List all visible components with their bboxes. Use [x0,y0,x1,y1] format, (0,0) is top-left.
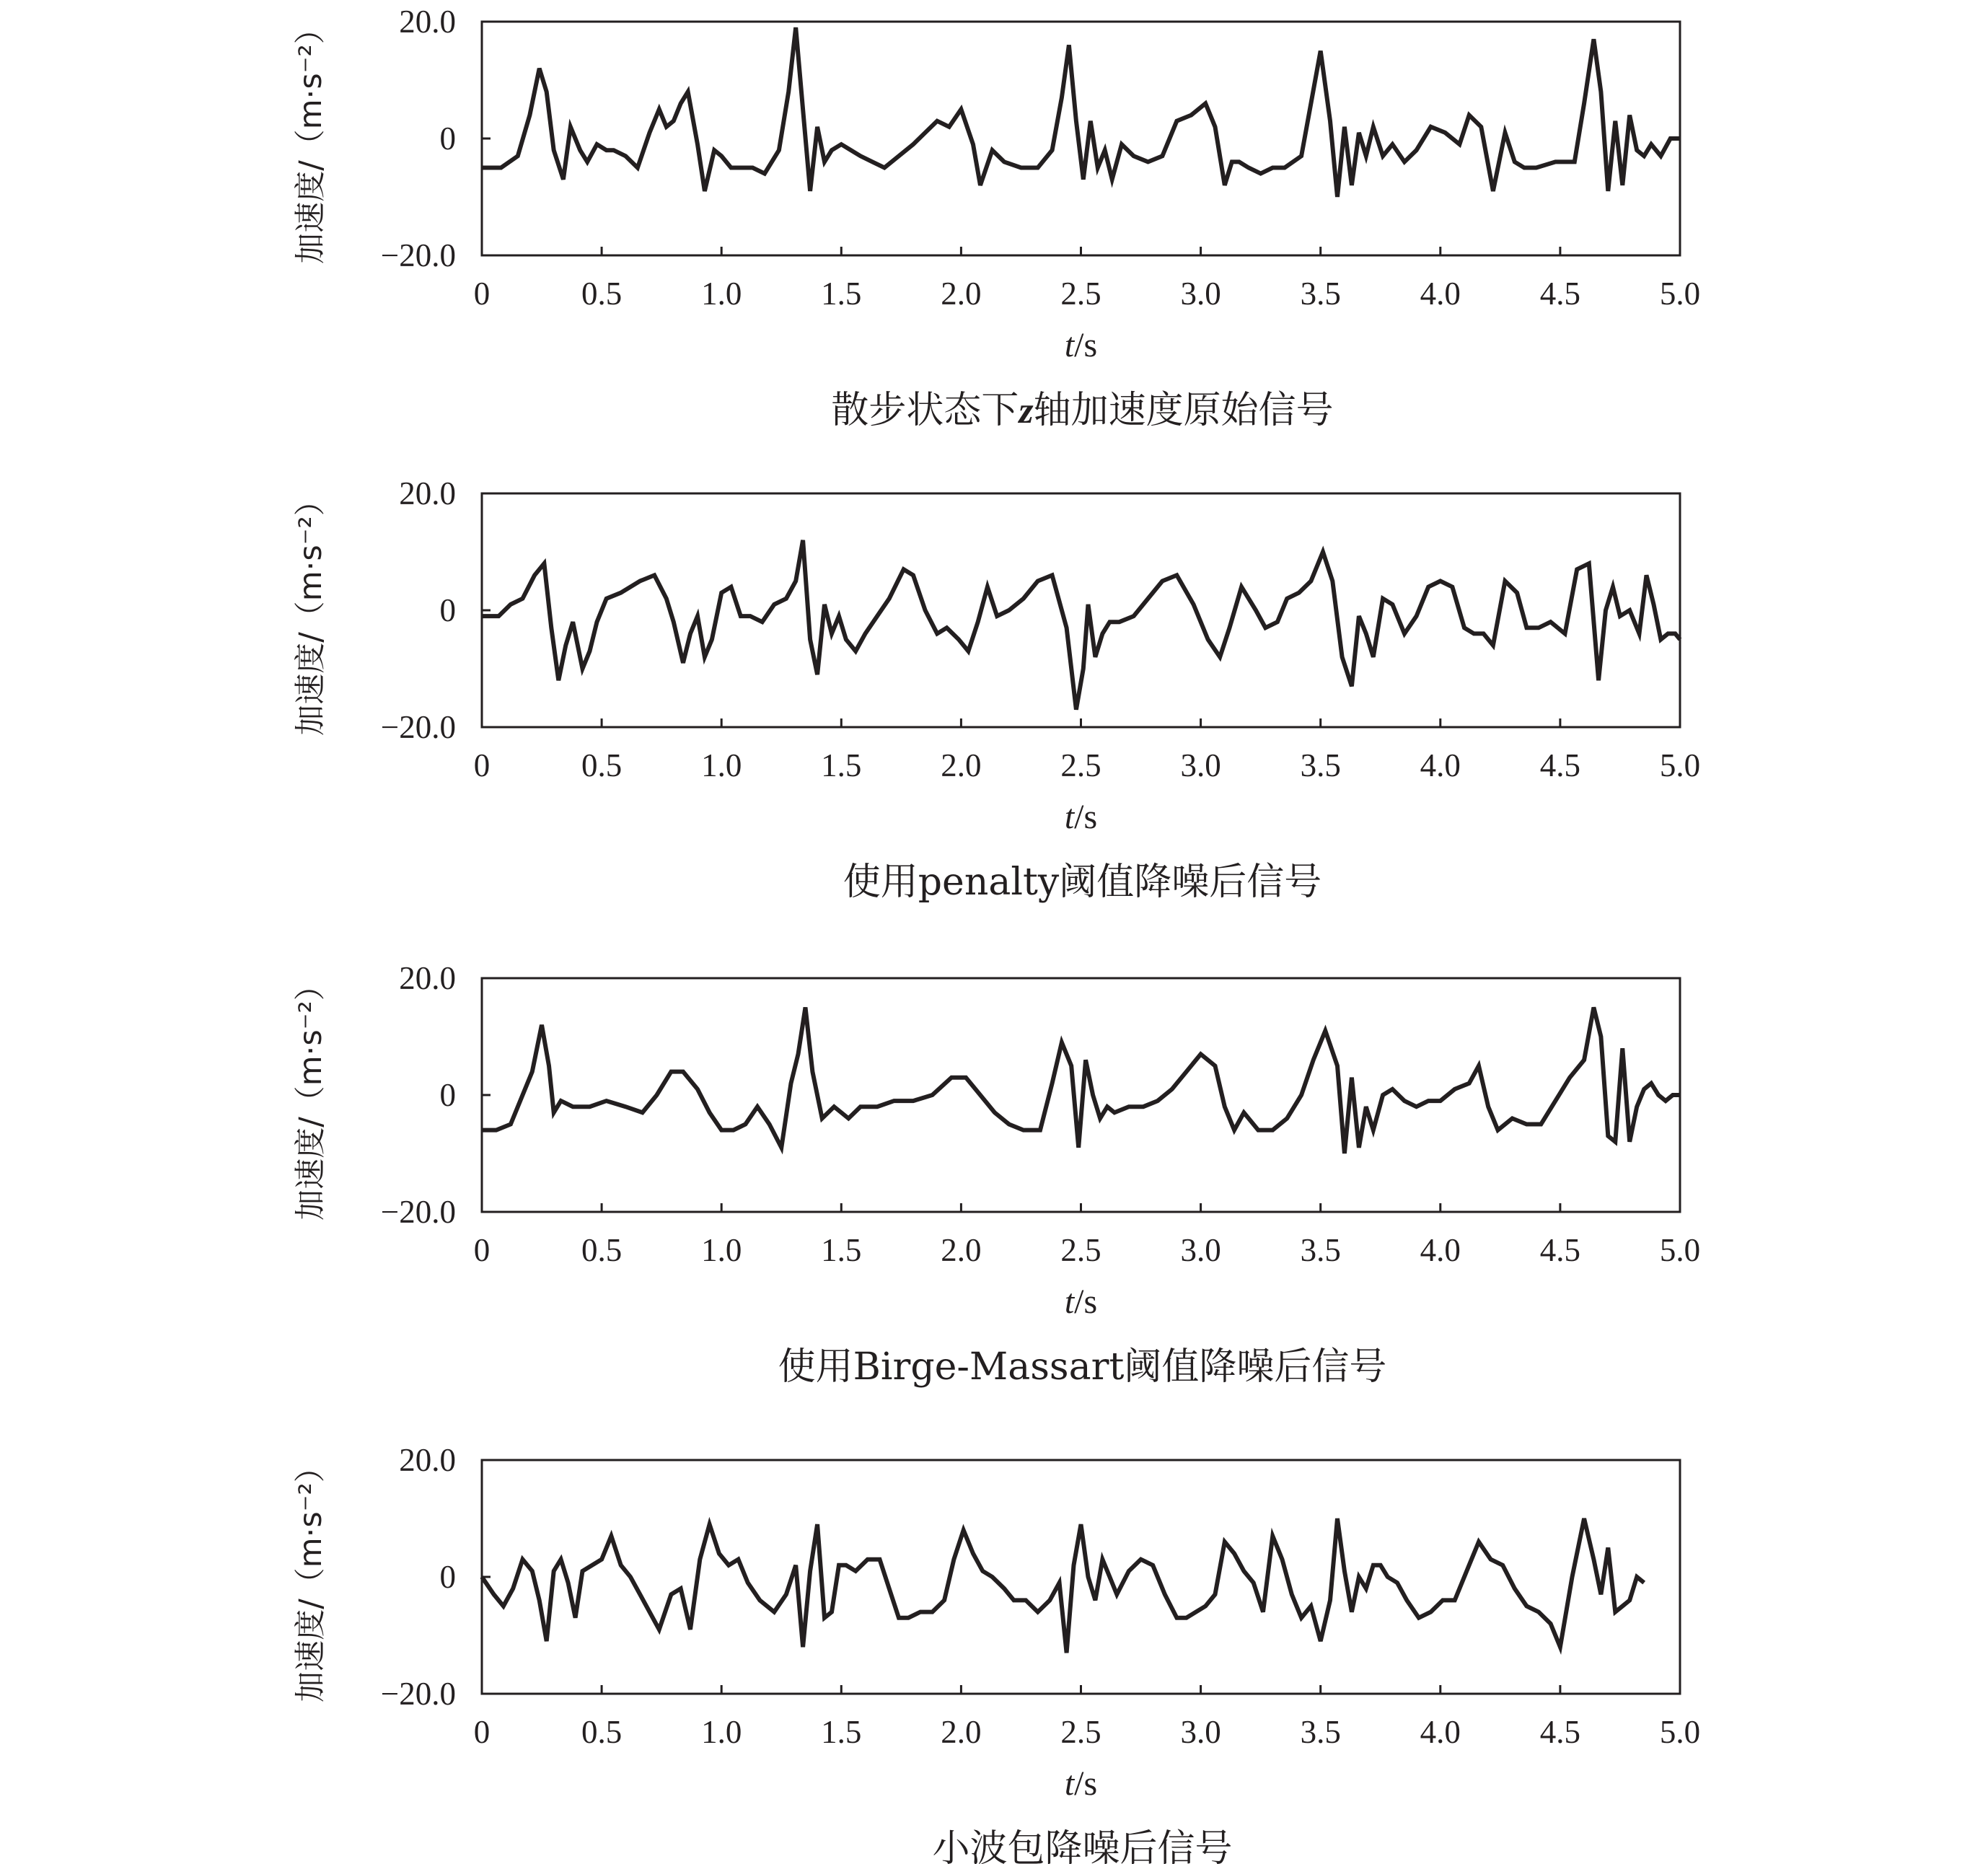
x-axis-label: t/s [1064,1764,1098,1803]
x-tick-label: 1.0 [701,747,742,783]
x-tick-label: 1.5 [821,1232,862,1268]
x-tick-label: 4.5 [1539,1232,1581,1268]
x-tick-label: 1.0 [701,276,742,312]
x-tick-label: 2.5 [1060,1714,1101,1750]
x-tick-label: 0.5 [581,747,623,783]
x-tick-label: 1.5 [821,1714,862,1750]
y-tick-label: 0 [439,120,456,157]
x-tick-label: 3.5 [1300,747,1341,783]
x-tick-label: 0 [473,1232,491,1268]
x-tick-label: 2.0 [941,1232,982,1268]
x-tick-label: 4.0 [1420,747,1461,783]
chart-caption: 使用penalty阈值降噪后信号 [843,861,1322,904]
chart-caption: 小波包降噪后信号 [932,1827,1233,1864]
y-axis-label: 加速度/（m·s⁻²） [293,13,329,264]
series-line-1 [482,1008,1680,1154]
chart-caption: 散步状态下z轴加速度原始信号 [831,389,1334,432]
x-tick-label: 3.0 [1180,276,1221,312]
x-tick-label: 2.5 [1060,1232,1101,1268]
x-tick-label: 2.5 [1060,276,1101,312]
y-tick-label: −20.0 [380,709,456,745]
y-tick-label: −20.0 [380,1676,456,1712]
x-tick-label: 2.5 [1060,747,1101,783]
x-tick-label: 4.0 [1420,276,1461,312]
y-axis-label: 加速度/（m·s⁻²） [293,1451,329,1702]
y-tick-label: −20.0 [380,1194,456,1230]
plot-frame [482,1460,1680,1694]
x-tick-label: 0.5 [581,1714,623,1750]
x-tick-label: 2.0 [941,1714,982,1750]
x-tick-label: 5.0 [1659,276,1701,312]
x-tick-label: 3.5 [1300,1232,1341,1268]
x-tick-label: 4.0 [1420,1714,1461,1750]
x-tick-label: 5.0 [1659,1714,1701,1750]
y-tick-label: 20.0 [399,1442,456,1478]
plot-frame [482,22,1680,255]
chart-caption: 使用Birge-Massart阈值降噪后信号 [778,1345,1387,1389]
series-line-1 [482,540,1680,710]
y-tick-label: 20.0 [399,4,456,40]
x-tick-label: 0.5 [581,1232,623,1268]
x-tick-label: 0.5 [581,276,623,312]
x-axis-label: t/s [1064,1283,1098,1321]
y-tick-label: 20.0 [399,960,456,996]
chart-panel-4 [293,1442,1700,1864]
x-tick-label: 0 [473,747,491,783]
x-axis-label: t/s [1064,798,1098,836]
x-tick-label: 3.0 [1180,1714,1221,1750]
x-axis-label: t/s [1064,326,1098,364]
x-tick-label: 0 [473,276,491,312]
y-tick-label: 0 [439,592,456,628]
series-line-1 [482,1518,1644,1653]
chart-panel-2 [293,475,1700,904]
x-tick-label: 5.0 [1659,1232,1701,1268]
x-tick-label: 1.0 [701,1232,742,1268]
x-tick-label: 4.0 [1420,1232,1461,1268]
x-tick-label: 1.0 [701,1714,742,1750]
x-tick-label: 4.5 [1539,747,1581,783]
x-tick-label: 3.0 [1180,747,1221,783]
x-tick-label: 2.0 [941,276,982,312]
x-tick-label: 5.0 [1659,747,1701,783]
x-tick-label: 4.5 [1539,1714,1581,1750]
x-tick-label: 3.0 [1180,1232,1221,1268]
y-axis-label: 加速度/（m·s⁻²） [293,485,329,736]
y-axis-label: 加速度/（m·s⁻²） [293,970,329,1221]
y-tick-label: 0 [439,1077,456,1113]
chart-panel-3 [293,960,1700,1389]
x-tick-label: 4.5 [1539,276,1581,312]
x-tick-label: 3.5 [1300,276,1341,312]
y-tick-label: 20.0 [399,475,456,511]
y-tick-label: 0 [439,1559,456,1595]
x-tick-label: 1.5 [821,747,862,783]
x-tick-label: 0 [473,1714,491,1750]
x-tick-label: 1.5 [821,276,862,312]
chart-panel-1 [293,4,1700,432]
x-tick-label: 2.0 [941,747,982,783]
x-tick-label: 3.5 [1300,1714,1341,1750]
y-tick-label: −20.0 [380,237,456,273]
series-line-1 [482,27,1680,197]
